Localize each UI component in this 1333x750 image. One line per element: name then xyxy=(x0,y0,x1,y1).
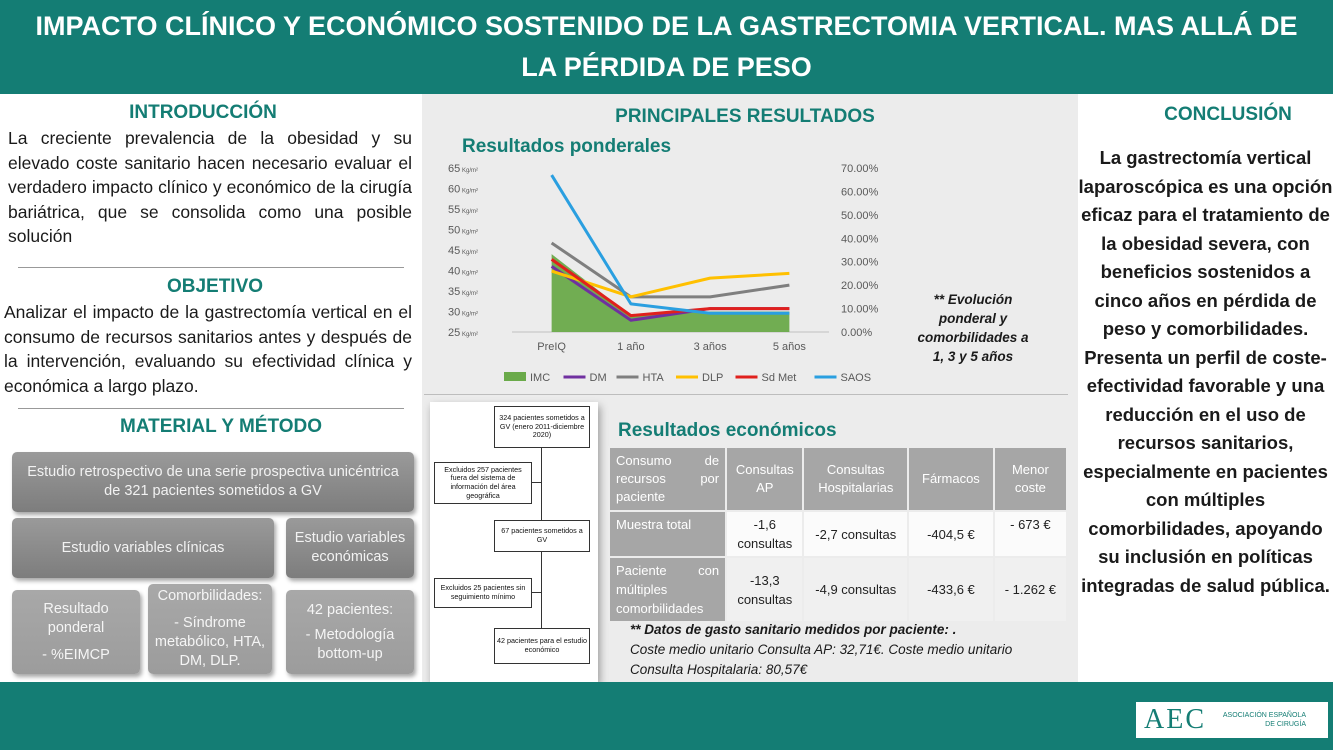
ponderal-box xyxy=(12,590,140,674)
y-left-tick-label: 65 xyxy=(448,163,461,175)
economic-variables-box: Estudio variables económicas xyxy=(286,518,414,578)
y-left-tick-label: 25 xyxy=(448,327,461,339)
conclusion-text: La gastrectomía vertical laparoscópica es una opción eficaz para el tratamiento de la obesidad severa, con beneficios sostenidos a cinco años en pérdida de peso y comorbilidades. Presenta un perfil de coste-efectividad favorable y una reducción en el uso de recursos sanitarios, especialmente en pacientes con múltiples comorbilidades, apoyando su inclusión en políticas integradas de salud pública. xyxy=(1078,147,1333,596)
y-left-unit-label: Kg/m² xyxy=(462,291,479,297)
method-title: MATERIAL Y MÉTODO xyxy=(120,416,322,437)
x-tick-label: PreIQ xyxy=(537,341,566,353)
comorbidities-box-item: - Síndrome metabólico, HTA, DM, DLP. xyxy=(154,615,266,669)
table-header: Consumo de recursos por paciente xyxy=(609,447,726,511)
table-row-label: Muestra total xyxy=(609,511,726,557)
flow-box-42: 42 pacientes para el estudio económico xyxy=(494,628,590,664)
flow-connector xyxy=(532,592,541,593)
table-header: Consultas AP xyxy=(726,447,803,511)
y-left-unit-label: Kg/m² xyxy=(462,209,479,215)
legend-label: DM xyxy=(589,372,607,384)
divider xyxy=(18,408,404,409)
y-left-unit-label: Kg/m² xyxy=(462,250,479,256)
study-design-box: Estudio retrospectivo de una serie prospectiva unicéntrica de 321 pacientes sometidos a GV xyxy=(12,452,414,512)
ponderal-chart xyxy=(444,154,924,394)
y-left-tick-label: 60 xyxy=(448,183,461,196)
legend-label: SAOS xyxy=(840,372,872,384)
flowchart xyxy=(430,402,598,682)
flow-connector xyxy=(532,482,541,483)
intro-text: La creciente prevalencia de la obesidad y su elevado coste sanitario hacen necesario evaluar el verdadero impacto clínico y económico de la cirugía bariátrica, que se consolida como una posible solución xyxy=(8,128,412,246)
y-right-tick-label: 40.00% xyxy=(841,233,879,246)
ponderal-box-title: Resultado ponderal xyxy=(43,600,109,636)
y-right-tick-label: 0.00% xyxy=(841,327,873,339)
legend-label: Sd Met xyxy=(761,372,797,384)
divider xyxy=(424,394,1068,395)
legend-label: IMC xyxy=(530,372,551,384)
table-row xyxy=(609,511,1067,557)
table-cell: - 673 € xyxy=(994,511,1067,557)
y-left-unit-label: Kg/m² xyxy=(462,188,479,195)
table-cell: -433,6 € xyxy=(908,557,994,622)
economic-table xyxy=(608,446,1068,623)
table-header: Menor coste xyxy=(994,447,1067,511)
cost-note xyxy=(630,620,1050,680)
legend-label: HTA xyxy=(642,372,664,384)
table-cell: -4,9 consultas xyxy=(803,557,908,622)
patients-42-box-item: - Metodología bottom-up xyxy=(305,626,395,662)
y-right-tick-label: 20.00% xyxy=(841,280,879,293)
legend-swatch xyxy=(504,372,526,381)
objective-text: Analizar el impacto de la gastrectomía vertical en el consumo de recursos sanitarios antes y después de la intervención, evaluando su efectividad clínica y económica a largo plazo. xyxy=(4,302,412,396)
table-header: Fármacos xyxy=(908,447,994,511)
aec-logo xyxy=(1136,702,1328,738)
y-left-unit-label: Kg/m² xyxy=(462,332,479,338)
y-left-tick-label: 45 xyxy=(448,245,461,257)
evolution-note: ** Evolución ponderal y comorbilidades a 1, 3 y 5 años xyxy=(917,292,1029,364)
table-cell: - 1.262 € xyxy=(994,557,1067,622)
y-left-unit-label: Kg/m² xyxy=(462,311,479,318)
table-row xyxy=(609,557,1067,622)
table-cell: -2,7 consultas xyxy=(803,511,908,557)
conclusion-title: CONCLUSIÓN xyxy=(1164,104,1292,125)
table-cell: -1,6 consultas xyxy=(726,511,803,557)
x-tick-label: 5 años xyxy=(772,341,806,353)
table-cell: -404,5 € xyxy=(908,511,994,557)
logo-text: ASOCIACIÓN ESPAÑOLA DE CIRUGÍA xyxy=(1222,712,1306,728)
results-title: PRINCIPALES RESULTADOS xyxy=(615,106,875,127)
ponderal-box-item: - %EIMCP xyxy=(42,646,110,663)
right-column xyxy=(1078,94,1333,682)
ponderal-chart-title: Resultados ponderales xyxy=(462,136,672,157)
middle-column xyxy=(422,94,1078,682)
y-right-tick-label: 60.00% xyxy=(841,186,879,199)
table-header: Consultas Hospitalarias xyxy=(803,447,908,511)
economic-results-title: Resultados económicos xyxy=(618,420,837,441)
flow-box-67: 67 pacientes sometidos a GV xyxy=(494,520,590,552)
y-left-unit-label: Kg/m² xyxy=(462,229,479,236)
y-left-tick-label: 50 xyxy=(448,224,461,237)
y-right-tick-label: 30.00% xyxy=(841,256,879,269)
y-left-tick-label: 30 xyxy=(448,306,461,319)
flow-box-excluded-1: Excluidos 257 pacientes fuera del sistema de información del área geográfica xyxy=(434,462,532,504)
left-column xyxy=(0,94,422,682)
table-row-label: Paciente con múltiples comorbilidades xyxy=(609,557,726,622)
x-tick-label: 3 años xyxy=(693,341,727,353)
intro-title: INTRODUCCIÓN xyxy=(129,102,277,123)
logo-mark: AEC xyxy=(1144,704,1206,735)
y-left-tick-label: 35 xyxy=(448,286,461,298)
y-left-unit-label: Kg/m² xyxy=(462,168,479,174)
y-right-tick-label: 50.00% xyxy=(841,209,879,222)
y-right-tick-label: 70.00% xyxy=(841,163,879,175)
table-cell: -13,3 consultas xyxy=(726,557,803,622)
y-left-tick-label: 55 xyxy=(448,204,461,216)
divider xyxy=(18,267,404,268)
footer-bar xyxy=(0,682,1333,750)
objective-title: OBJETIVO xyxy=(166,276,264,297)
comorbidities-box-title: Comorbilidades: xyxy=(157,588,263,604)
y-left-tick-label: 40 xyxy=(448,265,461,278)
clinical-variables-box: Estudio variables clínicas xyxy=(12,518,274,578)
flow-box-excluded-2: Excluidos 25 pacientes sin seguimiento mínimo xyxy=(434,578,532,608)
comorbidities-box xyxy=(148,584,272,674)
cost-note-heading: ** Datos de gasto sanitario medidos por paciente: . xyxy=(630,622,957,637)
y-right-tick-label: 10.00% xyxy=(841,303,879,316)
y-left-unit-label: Kg/m² xyxy=(462,270,479,277)
poster-title: IMPACTO CLÍNICO Y ECONÓMICO SOSTENIDO DE LA GASTRECTOMIA VERTICAL. MAS ALLÁ DE LA PÉRDIDA DE PESO xyxy=(0,0,1333,94)
patients-42-box-title: 42 pacientes: xyxy=(306,601,394,618)
legend-label: DLP xyxy=(702,372,724,384)
patients-42-box xyxy=(286,590,414,674)
cost-note-text: Coste medio unitario Consulta AP: 32,71€. Coste medio unitario Consulta Hospitalaria: 80,57€ xyxy=(630,642,1013,677)
flow-box-total: 324 pacientes sometidos a GV (enero 2011-diciembre 2020) xyxy=(494,406,590,448)
x-tick-label: 1 año xyxy=(617,341,645,353)
